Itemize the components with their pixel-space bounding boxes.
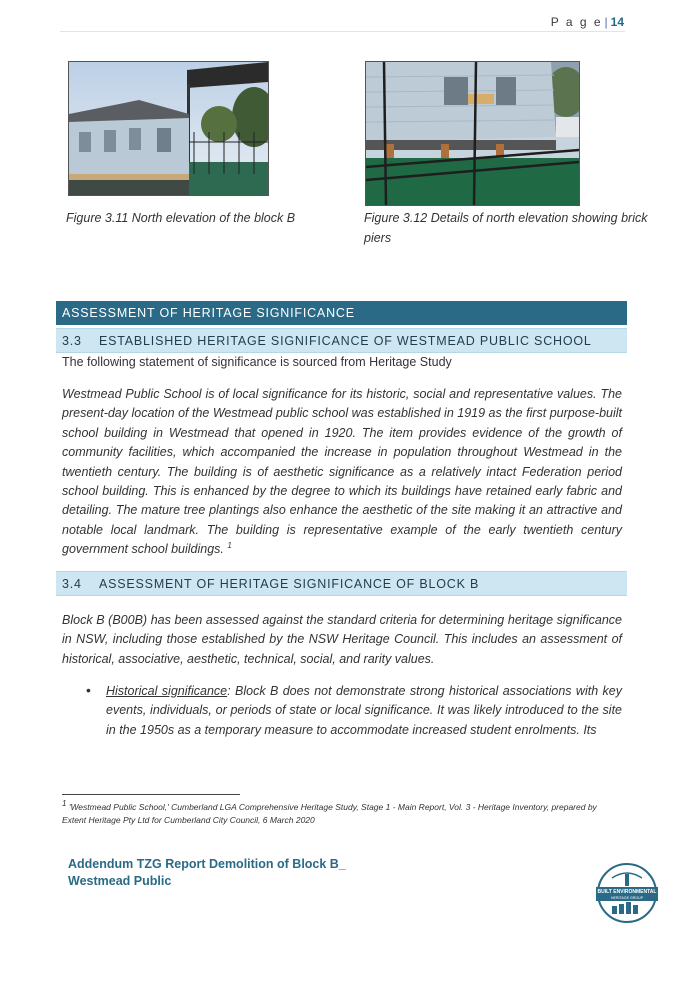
heading-3-3: 3.3 ESTABLISHED HERITAGE SIGNIFICANCE OF WESTMEAD PUBLIC SCHOOL: [56, 328, 627, 353]
figure-3-12-caption: Figure 3.12 Details of north elevation showing brick piers: [364, 211, 648, 245]
figure-3-11-caption: Figure 3.11 North elevation of the block B: [66, 211, 296, 225]
intro-text: The following statement of significance is sourced from Heritage Study: [62, 355, 452, 369]
built-environmental-heritage-logo: [594, 862, 660, 924]
footnote: $^1$ 'Westmead Public School,' Cumberland LGA Comprehensive Heritage Study, Stage 1 - Main Report, Vol. 3 - Heritage Inventory, prepared by Extent Heritage Pty Ltd for Cumberland City Council, 6 March 2020: [62, 799, 597, 825]
assessment-paragraph: Block B (B00B) has been assessed against the standard criteria for determining heritage significance in NSW, including those established by the NSW Heritage Council. This includes an assessment of historical, associative, aesthetic, technical, social, and rarity values.: [62, 613, 622, 666]
svg-text:HERITAGE GROUP: HERITAGE GROUP: [610, 896, 644, 900]
significance-quote: Westmead Public School is of local significance for its historic, social and representative values. The present-day location of the Westmead public school was established in 1919 as the first purpose-built school building in Westmead that opened in 1920. The item provides evidence of the growth of community facilities, which accompanied the increase in population throughout Westmead in the twentieth century. The building is of aesthetic significance as a relatively intact Federation period school building. This is enhanced by the degree to which its buildings have retained early fabric and detailing. The mature tree plantings also enhance the aesthetic of the site making it an attractive and notable local landmark. The building is representative example of the early twentieth century government school buildings. $^1$: [62, 387, 622, 557]
figure-3-11-photo: [68, 61, 269, 196]
section-band-assessment: ASSESSMENT OF HERITAGE SIGNIFICANCE: [56, 301, 627, 325]
page-number: P a g e | 14: [550, 15, 624, 29]
header-rule: [60, 31, 625, 32]
figure-3-12-photo: [365, 61, 580, 206]
footer-title: Addendum TZG Report Demolition of Block B_ Westmead Public: [68, 857, 346, 888]
footnote-ref: 1: [227, 541, 232, 551]
bullet-icon: •: [86, 682, 91, 698]
heading-3-4: 3.4 ASSESSMENT OF HERITAGE SIGNIFICANCE OF BLOCK B: [56, 571, 627, 596]
svg-text:BUILT ENVIRONMENTAL: BUILT ENVIRONMENTAL: [597, 889, 657, 895]
footnote-rule: [62, 794, 240, 795]
historical-significance-bullet: Historical significance: Block B does not demonstrate strong historical associations with key events, individuals, or periods of state or local significance. It was likely introduced to the site in the 1950s as a temporary measure to accommodate increased student enrolments. Its: [106, 684, 623, 737]
